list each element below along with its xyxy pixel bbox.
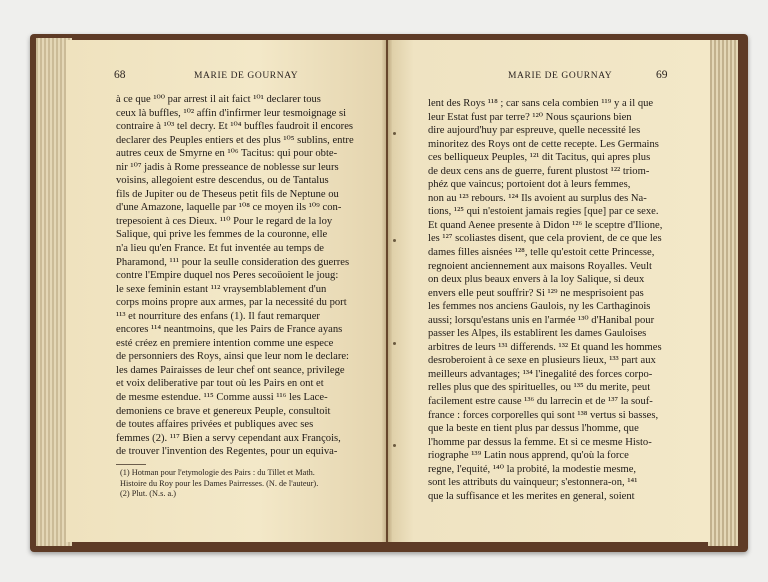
text-line: que la beste en tient plus par dessus l'homme, que bbox=[428, 423, 639, 435]
text-line: tions, ¹²⁵ qui n'estoient jamais regies [que] par ce sexe. bbox=[428, 206, 659, 218]
text-line: fils de Jupiter ou de Theseus petit fils de Neptune ou bbox=[116, 188, 339, 200]
text-line: lent des Roys ¹¹⁸ ; car sans cela combien ¹¹⁹ y a il que bbox=[428, 98, 654, 109]
text-line: de deux cens ans de guerre, furent plustost ¹²² triom- bbox=[428, 165, 650, 177]
text-line: ceux là buffles, ¹⁰² affin d'infirmer leur tesmoignage si bbox=[116, 107, 347, 119]
text-line: contraire à ¹⁰³ tel decry. Et ¹⁰⁴ buffles faudroit il encores bbox=[116, 121, 354, 133]
text-line: Pharamond, ¹¹¹ pour la seulle consideration des guerres bbox=[116, 256, 350, 268]
text-line: voisins, allegoient estre descendus, ou de Tantalus bbox=[116, 175, 329, 187]
text-line: les femmes nos anciens Gaulois, ny les Carthaginois bbox=[428, 301, 651, 313]
text-line: Et quand Aenee presente à Didon ¹²⁶ le sceptre d'Ilione, bbox=[428, 219, 663, 231]
text-line: de personniers des Roys, ainsi que leur nom le declare: bbox=[116, 351, 349, 363]
text-line: autres ceux de Smyrne en ¹⁰⁶ Tacitus: qui pour obte- bbox=[116, 148, 338, 160]
text-line: riographe ¹³⁹ Latin nous apprend, qu'où la force bbox=[428, 450, 629, 462]
text-line: encores ¹¹⁴ neantmoins, que les Pairs de France ayans bbox=[116, 324, 343, 336]
right-body-text bbox=[428, 97, 685, 503]
text-line: les dames Pairaisses de leur chef ont seance, privilege bbox=[116, 364, 345, 376]
text-line: de mesme estendue. ¹¹⁵ Comme aussi ¹¹⁶ les Lace- bbox=[116, 392, 328, 404]
right-page bbox=[388, 40, 710, 542]
binding-hole bbox=[393, 239, 396, 242]
text-line: envers elle peut souffrir? Si ¹²⁹ ne mesprisoient pas bbox=[428, 287, 644, 299]
text-line: nir ¹⁰⁷ jadis à Rome presseance de noblesse sur leurs bbox=[116, 161, 339, 173]
text-line: le sexe feminin estant ¹¹² vraysemblablement d'un bbox=[116, 283, 327, 295]
text-line: contre l'Empire duquel nos Peres secoüoient le joug: bbox=[116, 270, 339, 282]
text-line: dire aujourd'huy par espreuve, quelle necessité les bbox=[428, 125, 641, 137]
text-line: corps moins propre aux armes, par la necessité du port bbox=[116, 297, 347, 309]
text-line: ces belliqueux Peuples, ¹²¹ dit Tacitus, qui apres plus bbox=[428, 152, 651, 164]
text-line: phéz que vaincus; portoient dot à leurs femmes, bbox=[428, 179, 631, 191]
running-head-left: MARIE DE GOURNAY bbox=[194, 71, 299, 81]
text-line: et voix deliberative par tout où les Pairs en ont et bbox=[116, 378, 324, 390]
text-line: leur Estat fust par terre? ¹²⁰ Nous sçaurions bien bbox=[428, 111, 632, 123]
text-line: regnoient anciennement aux maisons Royalles. Veult bbox=[428, 260, 652, 272]
text-line: france : forces corporelles qui sont ¹³⁸ vertus si basses, bbox=[428, 409, 659, 421]
text-line: esté créez en premiere intention comme une espece bbox=[116, 337, 334, 349]
binding-hole bbox=[393, 132, 396, 135]
book-gutter bbox=[382, 40, 392, 542]
text-line: regne, l'equité, ¹⁴⁰ la probité, la modestie mesme, bbox=[428, 463, 637, 475]
text-line: n'a lieu qu'en France. Et fut inventée au temps de bbox=[116, 243, 324, 255]
footnotes bbox=[120, 468, 370, 500]
text-line: l'homme par dessus la femme. Et si ce mesme Histo- bbox=[428, 436, 652, 448]
text-line: de toutes affaires privées et publiques avec ses bbox=[116, 419, 314, 431]
text-line: Salique, qui prive les femmes de la couronne, elle bbox=[116, 229, 328, 241]
footnote-line: (2) Plut. (N.s. a.) bbox=[120, 489, 176, 498]
text-line: sont les attributs du vainqueur; s'estonnera-on, ¹⁴¹ bbox=[428, 477, 638, 489]
text-line: meilleurs advantages; ¹³⁴ l'inegalité des forces corpo- bbox=[428, 368, 653, 380]
text-line: minoritez des Roys ont de cette recepte. Les Germains bbox=[428, 138, 659, 150]
text-line: que la suffisance et les merites en general, soient bbox=[428, 490, 635, 502]
text-line: desroberoient à ce sexe en plusieurs lieux, ¹³³ part aux bbox=[428, 355, 656, 367]
text-line: trepesoient à ces Dieux. ¹¹⁰ Pour le regard de la loy bbox=[116, 215, 333, 227]
footnote-line: Histoire du Roy pour les Dames Pairresses. (N. de l'auteur). bbox=[120, 478, 319, 488]
page-number-right: 69 bbox=[656, 69, 668, 81]
text-line: ¹¹³ et nourriture des enfans (1). Il faut remarquer bbox=[116, 310, 320, 322]
text-line: on deux plus beaux envers à la loy Salique, si deux bbox=[428, 274, 645, 286]
text-line: non au ¹²³ rebours. ¹²⁴ Ils avoient au surplus des Na- bbox=[428, 192, 647, 204]
text-line: relles plus que des spirituelles, ou ¹³⁵ du merite, peut bbox=[428, 382, 651, 394]
page-edges-right bbox=[708, 40, 738, 546]
left-page bbox=[66, 40, 386, 542]
text-line: à ce que ¹⁰⁰ par arrest il ait faict ¹⁰¹ declarer tous bbox=[116, 94, 321, 105]
footnote-line: (1) Hotman pour l'etymologie des Pairs : du Tillet et Math. bbox=[120, 468, 315, 477]
text-line: dames filles aisnées ¹²⁸, telle qu'estoit cette Princesse, bbox=[428, 247, 655, 259]
running-head-right: MARIE DE GOURNAY bbox=[508, 71, 613, 81]
binding-hole bbox=[393, 444, 396, 447]
text-line: demoniens ce brave et genereux Peuple, consultoit bbox=[116, 405, 331, 417]
binding-hole bbox=[393, 342, 396, 345]
text-line: facilement estre cause ¹³⁶ du larrecin et de ¹³⁷ la souf- bbox=[428, 396, 653, 408]
text-line: d'une Amazone, laquelle par ¹⁰⁸ ce moyen ils ¹⁰⁹ con- bbox=[116, 202, 342, 214]
text-line: passer les Alpes, ils establirent les dames Gauloises bbox=[428, 328, 647, 340]
text-line: arbitres de leurs ¹³¹ differends. ¹³² Et quand les hommes bbox=[428, 341, 662, 353]
page-number-left: 68 bbox=[114, 69, 126, 81]
text-line: femmes (2). ¹¹⁷ Bien a servy cependant aux François, bbox=[116, 432, 341, 444]
text-line: aussi; lorsqu'estans unis en l'armée ¹³⁰ d'Hanibal pour bbox=[428, 314, 655, 326]
text-line: les ¹²⁷ scoliastes disent, que cela provient, de ce que les bbox=[428, 233, 662, 245]
text-line: de trouver l'invention des Regentes, pour un equiva- bbox=[116, 446, 338, 458]
text-line: declarer des Peuples entiers et des plus ¹⁰⁵ sublins, entre bbox=[116, 134, 354, 146]
footnote-rule bbox=[116, 464, 146, 465]
left-body-text bbox=[116, 93, 370, 459]
